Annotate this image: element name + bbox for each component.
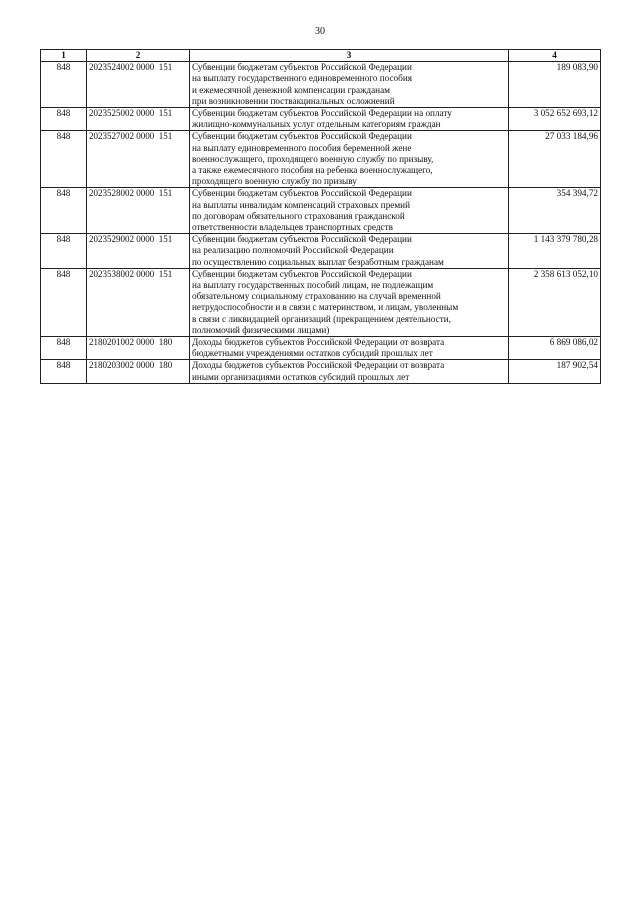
- admin-code-cell: 848: [41, 131, 87, 188]
- budget-revenue-table: [40, 49, 601, 384]
- header-col-3: 3: [190, 50, 509, 62]
- revenue-name-line: проходящего военную службу по призыву: [192, 176, 357, 187]
- page-number: 30: [315, 26, 325, 37]
- revenue-name-cell: [190, 131, 509, 188]
- revenue-name-line: Доходы бюджетов субъектов Российской Федерации от возврата: [192, 337, 445, 348]
- header-col-1: 1: [41, 50, 87, 62]
- table-row: [41, 337, 601, 360]
- amount-cell: 2 358 613 052,10: [509, 268, 601, 336]
- admin-code-cell: 848: [41, 337, 87, 360]
- table-row: [41, 131, 601, 188]
- amount-cell: 354 394,72: [509, 188, 601, 234]
- revenue-code-cell: 2180201002 0000 180: [87, 337, 190, 360]
- revenue-name-line: а также ежемесячного пособия на ребенка военнослужащего,: [192, 165, 433, 176]
- revenue-code-cell: 2180203002 0000 180: [87, 360, 190, 383]
- admin-code-cell: 848: [41, 234, 87, 269]
- revenue-name-line: Доходы бюджетов субъектов Российской Федерации от возврата: [192, 360, 445, 371]
- revenue-name-cell: [190, 234, 509, 269]
- revenue-name-line: Субвенции бюджетам субъектов Российской Федерации: [192, 62, 412, 73]
- revenue-name-line: ответственности владельцев транспортных средств: [192, 222, 393, 233]
- revenue-name-line: на выплаты инвалидам компенсаций страховых премий: [192, 199, 411, 210]
- revenue-name-line: полномочий физическими лицами): [192, 324, 330, 335]
- revenue-code-cell: 2023525002 0000 151: [87, 108, 190, 131]
- revenue-code-cell: 2023527002 0000 151: [87, 131, 190, 188]
- amount-cell: 27 033 184,96: [509, 131, 601, 188]
- revenue-name-cell: [190, 62, 509, 108]
- revenue-name-line: бюджетными учреждениями остатков субсидий прошлых лет: [192, 348, 433, 359]
- revenue-name-line: Субвенции бюджетам субъектов Российской Федерации: [192, 268, 412, 279]
- revenue-name-line: на выплату единовременного пособия беременной жене: [192, 142, 412, 153]
- admin-code-cell: 848: [41, 108, 87, 131]
- revenue-name-line: на реализацию полномочий Российской Федерации: [192, 245, 394, 256]
- revenue-name-line: жилищно-коммунальных услуг отдельным категориям граждан: [192, 119, 441, 130]
- revenue-code-cell: 2023528002 0000 151: [87, 188, 190, 234]
- admin-code-cell: 848: [41, 62, 87, 108]
- revenue-name-cell: [190, 268, 509, 336]
- revenue-name-line: при возникновении поствакцинальных осложнений: [192, 95, 395, 106]
- revenue-name-line: на выплату государственного единовременного пособия: [192, 73, 412, 84]
- revenue-code-cell: 2023529002 0000 151: [87, 234, 190, 269]
- revenue-name-line: на выплату государственных пособий лицам, не подлежащим: [192, 280, 434, 291]
- amount-cell: 1 143 379 780,28: [509, 234, 601, 269]
- amount-cell: 189 083,90: [509, 62, 601, 108]
- revenue-name-line: по осуществлению социальных выплат безработным гражданам: [192, 256, 444, 267]
- admin-code-cell: 848: [41, 360, 87, 383]
- revenue-name-line: в связи с ликвидацией организаций (прекращением деятельности,: [192, 313, 451, 324]
- revenue-code-cell: 2023524002 0000 151: [87, 62, 190, 108]
- revenue-name-line: и ежемесячной денежной компенсации гражданам: [192, 84, 390, 95]
- header-col-4: 4: [509, 50, 601, 62]
- revenue-code-cell: 2023538002 0000 151: [87, 268, 190, 336]
- revenue-name-cell: [190, 360, 509, 383]
- table-row: [41, 108, 601, 131]
- table-header-row: [41, 50, 601, 62]
- revenue-name-line: Субвенции бюджетам субъектов Российской Федерации: [192, 234, 412, 245]
- revenue-name-line: Субвенции бюджетам субъектов Российской Федерации на оплату: [192, 108, 452, 119]
- admin-code-cell: 848: [41, 268, 87, 336]
- revenue-name-line: военнослужащего, проходящего военную службу по призыву,: [192, 153, 434, 164]
- revenue-name-line: нетрудоспособности и в связи с материнством, и лицам, уволенным: [192, 302, 459, 313]
- revenue-name-line: по договорам обязательного страхования гражданской: [192, 210, 405, 221]
- revenue-name-line: Субвенции бюджетам субъектов Российской Федерации: [192, 131, 412, 142]
- amount-cell: 187 902,54: [509, 360, 601, 383]
- revenue-name-line: обязательному социальному страхованию на случай временной: [192, 291, 441, 302]
- amount-cell: 3 052 652 693,12: [509, 108, 601, 131]
- revenue-name-cell: [190, 337, 509, 360]
- table-row: [41, 188, 601, 234]
- revenue-name-cell: [190, 108, 509, 131]
- revenue-name-line: иными организациями остатков субсидий прошлых лет: [192, 371, 410, 382]
- amount-cell: 6 869 086,02: [509, 337, 601, 360]
- admin-code-cell: 848: [41, 188, 87, 234]
- revenue-name-line: Субвенции бюджетам субъектов Российской Федерации: [192, 188, 412, 199]
- table-row: [41, 234, 601, 269]
- table-row: [41, 268, 601, 336]
- revenue-name-cell: [190, 188, 509, 234]
- table-row: [41, 62, 601, 108]
- table-row: [41, 360, 601, 383]
- header-col-2: 2: [87, 50, 190, 62]
